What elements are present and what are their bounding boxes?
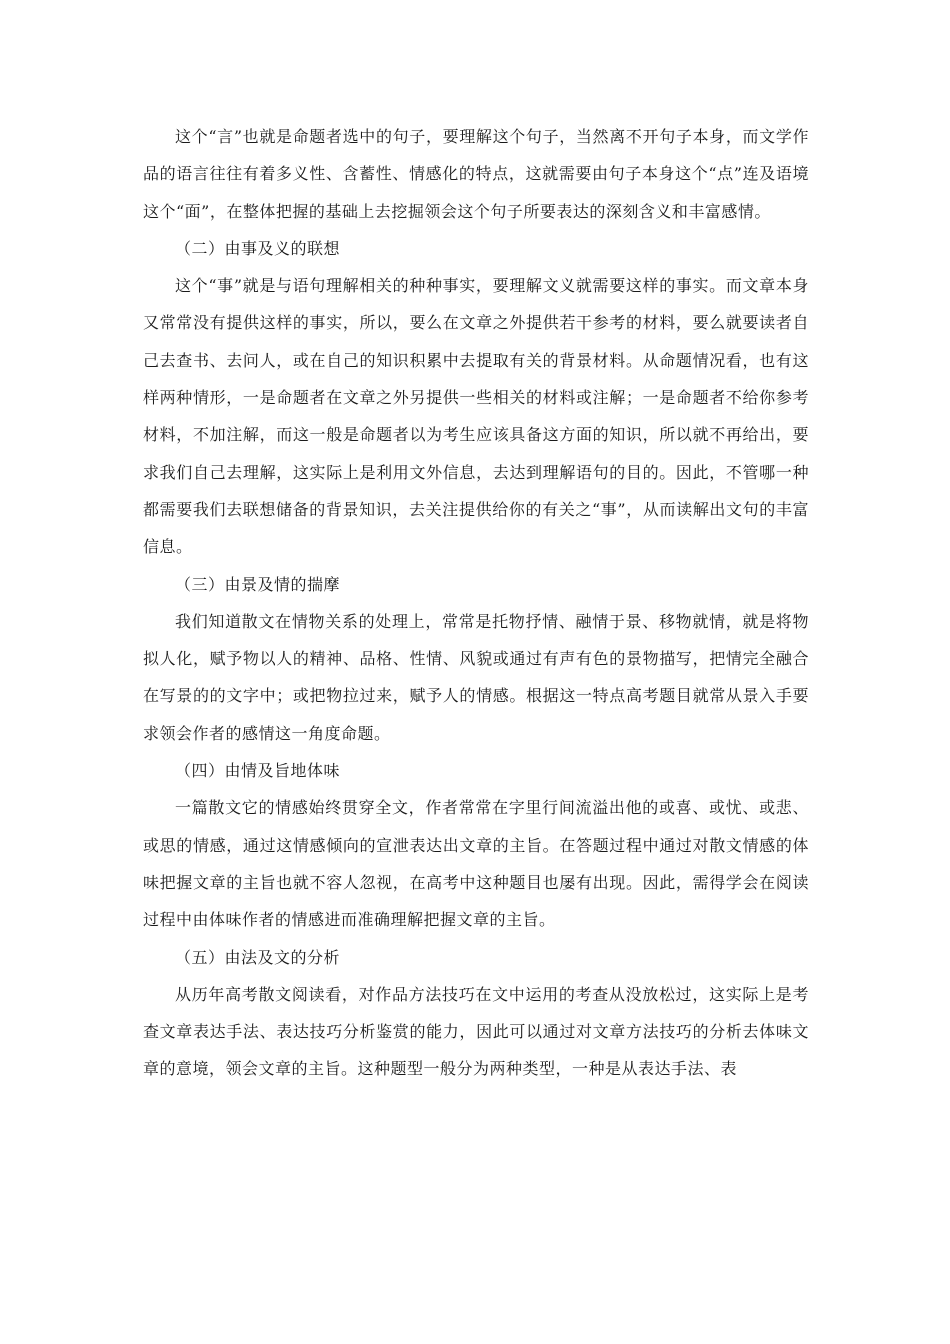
section-heading-3: （三）由景及情的揣摩 (175, 574, 341, 594)
document-page (143, 118, 809, 1088)
paragraph-yan: 这个“言”也就是命题者选中的句子，要理解这个句子，当然离不开句子本身，而文学作品的语言往往有着多义性、含蓄性、情感化的特点，这就需要由句子本身这个“点”连及语境这个“面”，在整体把握的基础上去挖掘领会这个句子所要表达的深刻含义和丰富感情。 (143, 127, 809, 221)
paragraph-qing: 一篇散文它的情感始终贯穿全文，作者常常在字里行间流溢出他的或喜、或忧、或悲、或思的情感，通过这情感倾向的宣泄表达出文章的主旨。在答题过程中通过对散文情感的体味把握文章的主旨也就不容人忽视，在高考中这种题目也屡有出现。因此，需得学会在阅读过程中由体味作者的情感进而准确理解把握文章的主旨。 (143, 798, 809, 930)
section-heading-4: （四）由情及旨地体味 (175, 761, 341, 781)
paragraph-jing: 我们知道散文在情物关系的处理上，常常是托物抒情、融情于景、移物就情，就是将物拟人化，赋予物以人的精神、品格、性情、风貌或通过有声有色的景物描写，把情完全融合在写景的的文字中；或把物拉过来，赋予人的情感。根据这一特点高考题目就常从景入手要求领会作者的感情这一角度命题。 (143, 611, 809, 743)
section-heading-2: （二）由事及义的联想 (175, 238, 341, 258)
paragraph-shi: 这个“事”就是与语句理解相关的种种事实，要理解文义就需要这样的事实。而文章本身又常常没有提供这样的事实，所以，要么在文章之外提供若干参考的材料，要么就要读者自己去查书、去问人，或在自己的知识积累中去提取有关的背景材料。从命题情况看，也有这样两种情形，一是命题者在文章之外另提供一些相关的材料或注解；一是命题者不给你参考材料，不加注解，而这一般是命题者以为考生应该具备这方面的知识，所以就不再给出，要求我们自己去理解，这实际上是利用文外信息，去达到理解语句的目的。因此，不管哪一种都需要我们去联想储备的背景知识，去关注提供给你的有关之“事”，从而读解出文句的丰富信息。 (143, 276, 809, 557)
section-heading-5: （五）由法及文的分析 (175, 947, 341, 967)
paragraph-fa: 从历年高考散文阅读看，对作品方法技巧在文中运用的考查从没放松过，这实际上是考查文章表达手法、表达技巧分析鉴赏的能力，因此可以通过对文章方法技巧的分析去体味文章的意境，领会文章的主旨。这种题型一般分为两种类型，一种是从表达手法、表 (143, 984, 809, 1079)
